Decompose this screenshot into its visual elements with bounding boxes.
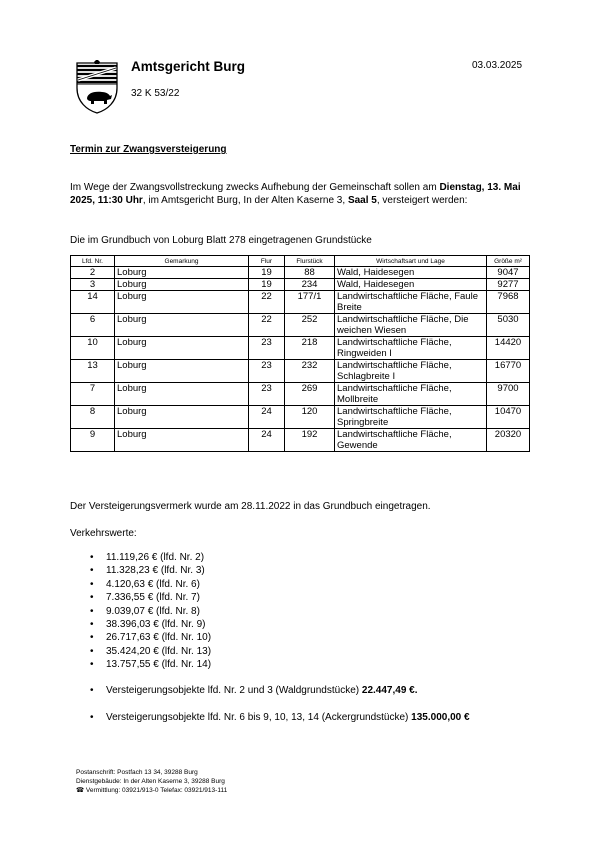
vermerk-paragraph: Der Versteigerungsvermerk wurde am 28.11.2022 in das Grundbuch eingetragen. xyxy=(70,501,431,512)
footer-phone: ☎ Vermittlung: 03921/913-0 Telefax: 03921/913-111 xyxy=(76,787,228,794)
table-header-row xyxy=(71,256,530,267)
list-item: • 26.717,63 € (lfd. Nr. 10) xyxy=(90,632,212,644)
table-row: 10 Loburg 23 218 Landwirtschaftliche Fläche, Ringweiden I 14420 xyxy=(71,337,530,360)
list-item: • 7.336,55 € (lfd. Nr. 7) xyxy=(90,592,200,604)
table-row: 2 Loburg 19 88 Wald, Haidesegen 9047 xyxy=(71,267,530,279)
case-number: 32 K 53/22 xyxy=(131,88,180,99)
list-item: • 4.120,63 € (lfd. Nr. 6) xyxy=(90,578,200,590)
list-item: • 11.328,23 € (lfd. Nr. 3) xyxy=(90,565,205,577)
table-row: 14 Loburg 22 177/1 Landwirtschaftliche Fläche, Faule Breite 7968 xyxy=(71,291,530,314)
list-item: • 11.119,26 € (lfd. Nr. 2) xyxy=(90,552,205,563)
list-item: • 13.757,55 € (lfd. Nr. 14) xyxy=(90,659,212,671)
verkehrswerte-list xyxy=(90,551,211,672)
footer-office: Dienstgebäude: In der Alten Kaserne 3, 39288 Burg xyxy=(76,778,225,785)
document-heading: Termin zur Zwangsversteigerung xyxy=(70,144,227,155)
auction-room: Saal 5 xyxy=(347,195,377,206)
table-row: 6 Loburg 22 252 Landwirtschaftliche Fläche, Die weichen Wiesen 5030 xyxy=(71,314,530,337)
coat-of-arms-icon xyxy=(74,60,120,114)
footer xyxy=(76,768,227,795)
grundbuch-line: Die im Grundbuch von Loburg Blatt 278 eingetragenen Grundstücke xyxy=(70,235,372,246)
table-row: 8 Loburg 24 120 Landwirtschaftliche Fläche, Springbreite 10470 xyxy=(71,406,530,429)
column-header: Lfd. Nr. xyxy=(71,256,115,267)
table-row: 9 Loburg 24 192 Landwirtschaftliche Fläche, Gewende 20320 xyxy=(71,429,530,452)
court-name: Amtsgericht Burg xyxy=(131,59,246,74)
summary-acker-amount: 135.000,00 € xyxy=(411,712,470,723)
summary-acker: • Versteigerungsobjekte lfd. Nr. 6 bis 9, 10, 13, 14 (Ackergrundstücke) 135.000,00 € xyxy=(90,712,470,723)
verkehrswerte-label: Verkehrswerte: xyxy=(70,528,137,539)
document-date: 03.03.2025 xyxy=(472,60,523,71)
footer-postal: Postanschrift: Postfach 13 34, 39288 Burg xyxy=(76,769,198,776)
column-header: Größe m² xyxy=(487,256,530,267)
table-row: 13 Loburg 23 232 Landwirtschaftliche Fläche, Schlagbreite I 16770 xyxy=(71,360,530,383)
column-header: Flur xyxy=(249,256,285,267)
column-header: Gemarkung xyxy=(115,256,249,267)
column-header: Wirtschaftsart und Lage xyxy=(335,256,487,267)
table-row: 7 Loburg 23 269 Landwirtschaftliche Fläche, Mollbreite 9700 xyxy=(71,383,530,406)
intro-paragraph: Im Wege der Zwangsvollstreckung zwecks Aufhebung der Gemeinschaft sollen am Dienstag, 13. Mai 2025, 11:30 Uhr, im Amtsgericht Burg, In der Alten Kaserne 3, Saal 5, versteigert werden: xyxy=(70,182,521,206)
list-item: • 35.424,20 € (lfd. Nr. 13) xyxy=(90,645,212,657)
summary-wald: • Versteigerungsobjekte lfd. Nr. 2 und 3 (Waldgrundstücke) 22.447,49 €. xyxy=(90,685,418,696)
table-row: 3 Loburg 19 234 Wald, Haidesegen 9277 xyxy=(71,279,530,291)
list-item: • 38.396,03 € (lfd. Nr. 9) xyxy=(90,618,206,630)
list-item: • 9.039,07 € (lfd. Nr. 8) xyxy=(90,605,200,617)
plots-table xyxy=(70,255,530,452)
auction-date: Dienstag, 13. Mai 2025, 11:30 Uhr xyxy=(70,182,521,206)
column-header: Flurstück xyxy=(285,256,335,267)
summary-wald-amount: 22.447,49 €. xyxy=(361,685,418,696)
